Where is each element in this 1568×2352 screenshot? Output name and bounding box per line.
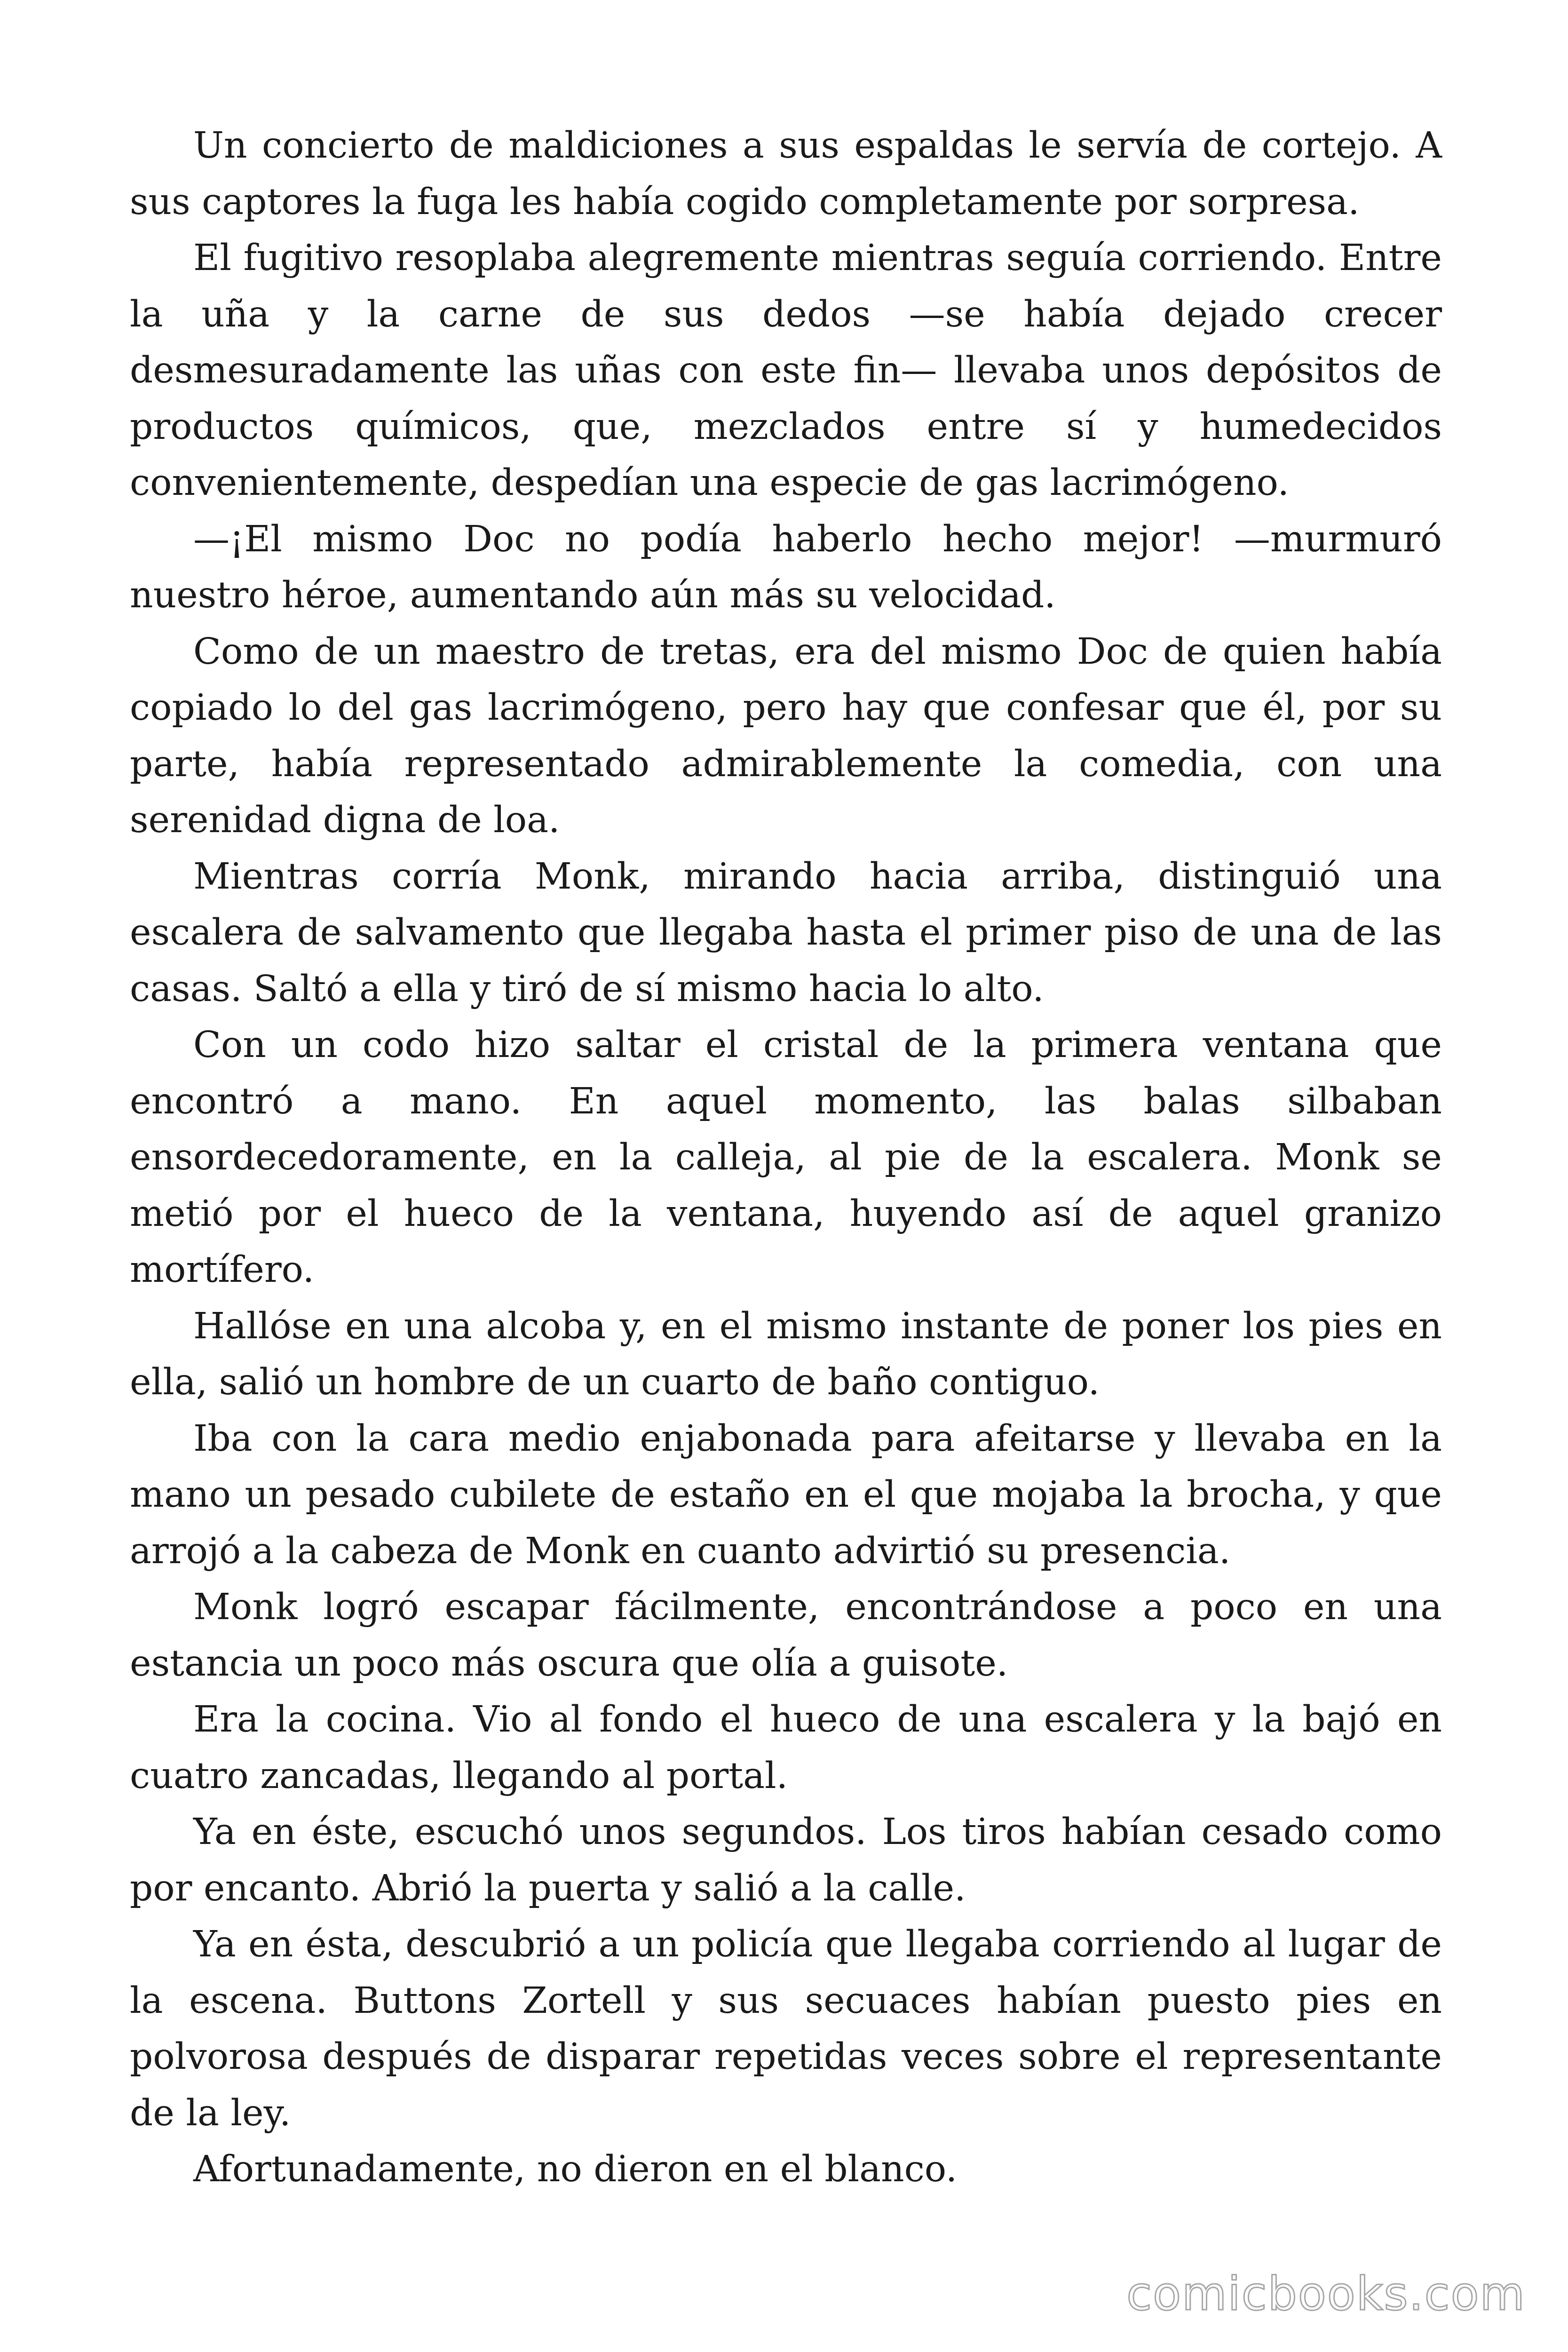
paragraph: Afortunadamente, no dieron en el blanco.	[193, 2148, 958, 2190]
paragraph: Ya en ésta, descubrió a un policía que llegaba corriendo al lugar de la escena. Buttons Zortell y sus secuaces habían puesto pies en polvorosa después de disparar repetidas veces sobre el representante de la ley.	[130, 1923, 1442, 2134]
paragraph: Como de un maestro de tretas, era del mismo Doc de quien había copiado lo del gas lacrimógeno, pero hay que confesar que él, por su parte, había representado admirablemente la comedia, con una serenidad digna de loa.	[130, 630, 1442, 841]
paragraph: Era la cocina. Vio al fondo el hueco de una escalera y la bajó en cuatro zancadas, llegando al portal.	[130, 1699, 1442, 1797]
paragraph: Mientras corría Monk, mirando hacia arriba, distinguió una escalera de salvamento que llegaba hasta el primer piso de una de las casas. Saltó a ella y tiró de sí mismo hacia lo alto.	[130, 855, 1442, 1010]
paragraph: El fugitivo resoplaba alegremente mientras seguía corriendo. Entre la uña y la carne de sus dedos —se había dejado crecer desmesuradamente las uñas con este fin— llevaba unos depósitos de productos químicos, que, mezclados entre sí y humedecidos convenientemente, despedían una especie de gas lacrimógeno.	[130, 237, 1442, 504]
page-body	[130, 118, 1442, 2198]
watermark: comicbooks.com	[1126, 2267, 1526, 2321]
paragraph: Ya en éste, escuchó unos segundos. Los tiros habían cesado como por encanto. Abrió la puerta y salió a la calle.	[130, 1811, 1442, 1909]
paragraph: Hallóse en una alcoba y, en el mismo instante de poner los pies en ella, salió un hombre de un cuarto de baño contiguo.	[130, 1305, 1442, 1403]
paragraph: —¡El mismo Doc no podía haberlo hecho mejor! —murmuró nuestro héroe, aumentando aún más su velocidad.	[130, 518, 1442, 616]
paragraph: Con un codo hizo saltar el cristal de la primera ventana que encontró a mano. En aquel momento, las balas silbaban ensordecedoramente, en la calleja, al pie de la escalera. Monk se metió por el hueco de la ventana, huyendo así de aquel granizo mortífero.	[130, 1024, 1442, 1291]
paragraph: Iba con la cara medio enjabonada para afeitarse y llevaba en la mano un pesado cubilete de estaño en el que mojaba la brocha, y que arrojó a la cabeza de Monk en cuanto advirtió su presencia.	[130, 1417, 1442, 1572]
paragraph: Un concierto de maldiciones a sus espaldas le servía de cortejo. A sus captores la fuga les había cogido completamente por sorpresa.	[130, 125, 1442, 223]
paragraph: Monk logró escapar fácilmente, encontrándose a poco en una estancia un poco más oscura que olía a guisote.	[130, 1586, 1442, 1685]
